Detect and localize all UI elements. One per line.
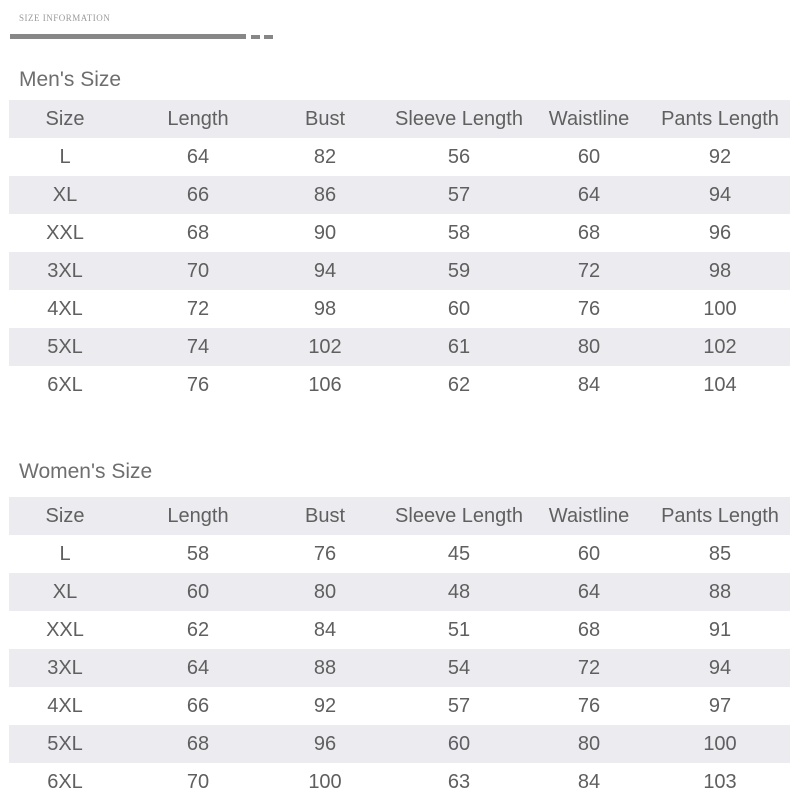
table-row <box>9 366 790 404</box>
column-header-sleeve-length: Sleeve Length <box>395 505 523 527</box>
cell-sleeve-length: 57 <box>447 184 471 206</box>
cell-length: 60 <box>186 581 210 603</box>
cell-waistline: 84 <box>577 374 601 396</box>
table-row <box>9 328 790 366</box>
cell-bust: 88 <box>313 657 337 679</box>
cell-sleeve-length: 63 <box>447 771 471 793</box>
cell-bust: 84 <box>313 619 337 641</box>
table-row <box>9 573 790 611</box>
cell-length: 68 <box>186 733 210 755</box>
cell-bust: 100 <box>308 771 342 793</box>
cell-sleeve-length: 56 <box>447 146 471 168</box>
cell-pants-length: 100 <box>703 733 737 755</box>
cell-bust: 82 <box>313 146 337 168</box>
womens-size-title: Women's Size <box>19 460 153 483</box>
womens-size-table <box>9 497 790 801</box>
cell-bust: 90 <box>313 222 337 244</box>
cell-pants-length: 103 <box>703 771 737 793</box>
cell-pants-length: 94 <box>708 184 732 206</box>
column-header-length: Length <box>167 108 229 130</box>
table-row <box>9 214 790 252</box>
cell-length: 62 <box>186 619 210 641</box>
cell-waistline: 76 <box>577 298 601 320</box>
table-row <box>9 687 790 725</box>
cell-size: XXL <box>46 222 84 244</box>
table-row <box>9 290 790 328</box>
cell-pants-length: 96 <box>708 222 732 244</box>
column-header-bust: Bust <box>304 505 346 527</box>
cell-waistline: 64 <box>577 184 601 206</box>
cell-sleeve-length: 59 <box>447 260 471 282</box>
column-header-waistline: Waistline <box>548 108 630 130</box>
cell-sleeve-length: 60 <box>447 733 471 755</box>
cell-size: 3XL <box>47 657 83 679</box>
size-information-heading: SIZE INFORMATION <box>19 13 111 23</box>
cell-size: 4XL <box>47 695 83 717</box>
column-header-size: Size <box>45 505 85 527</box>
table-row <box>9 611 790 649</box>
cell-bust: 80 <box>313 581 337 603</box>
cell-length: 66 <box>186 695 210 717</box>
cell-size: 5XL <box>47 336 83 358</box>
cell-pants-length: 92 <box>708 146 732 168</box>
cell-bust: 92 <box>313 695 337 717</box>
cell-sleeve-length: 61 <box>447 336 471 358</box>
cell-sleeve-length: 54 <box>447 657 471 679</box>
table-header-row <box>9 497 790 535</box>
cell-size: L <box>59 543 71 565</box>
cell-size: 3XL <box>47 260 83 282</box>
cell-length: 72 <box>186 298 210 320</box>
cell-waistline: 80 <box>577 733 601 755</box>
cell-bust: 86 <box>313 184 337 206</box>
cell-pants-length: 91 <box>708 619 732 641</box>
cell-pants-length: 98 <box>708 260 732 282</box>
header-divider <box>10 34 246 39</box>
cell-sleeve-length: 58 <box>447 222 471 244</box>
cell-bust: 76 <box>313 543 337 565</box>
table-row <box>9 176 790 214</box>
table-header-row <box>9 100 790 138</box>
column-header-length: Length <box>167 505 229 527</box>
cell-size: XL <box>52 581 78 603</box>
cell-size: XXL <box>46 619 84 641</box>
cell-length: 64 <box>186 146 210 168</box>
cell-length: 66 <box>186 184 210 206</box>
cell-bust: 96 <box>313 733 337 755</box>
table-row <box>9 138 790 176</box>
cell-waistline: 68 <box>577 619 601 641</box>
cell-size: XL <box>52 184 78 206</box>
cell-size: L <box>59 146 71 168</box>
cell-size: 5XL <box>47 733 83 755</box>
cell-waistline: 68 <box>577 222 601 244</box>
cell-waistline: 72 <box>577 260 601 282</box>
column-header-size: Size <box>45 108 85 130</box>
header-divider-dot <box>251 35 260 39</box>
table-row <box>9 725 790 763</box>
column-header-pants-length: Pants Length <box>661 505 779 527</box>
column-header-waistline: Waistline <box>548 505 630 527</box>
cell-bust: 102 <box>308 336 342 358</box>
cell-sleeve-length: 45 <box>447 543 471 565</box>
cell-pants-length: 88 <box>708 581 732 603</box>
cell-length: 70 <box>186 260 210 282</box>
column-header-bust: Bust <box>304 108 346 130</box>
cell-pants-length: 85 <box>708 543 732 565</box>
table-row <box>9 649 790 687</box>
mens-size-title: Men's Size <box>19 68 122 91</box>
cell-waistline: 60 <box>577 146 601 168</box>
cell-sleeve-length: 48 <box>447 581 471 603</box>
cell-sleeve-length: 60 <box>447 298 471 320</box>
cell-waistline: 60 <box>577 543 601 565</box>
cell-length: 70 <box>186 771 210 793</box>
cell-waistline: 84 <box>577 771 601 793</box>
cell-pants-length: 100 <box>703 298 737 320</box>
cell-length: 58 <box>186 543 210 565</box>
cell-waistline: 64 <box>577 581 601 603</box>
mens-size-table <box>9 100 790 404</box>
cell-pants-length: 94 <box>708 657 732 679</box>
cell-pants-length: 104 <box>703 374 737 396</box>
cell-length: 74 <box>186 336 210 358</box>
cell-waistline: 76 <box>577 695 601 717</box>
column-header-sleeve-length: Sleeve Length <box>395 108 523 130</box>
cell-length: 76 <box>186 374 210 396</box>
cell-pants-length: 102 <box>703 336 737 358</box>
cell-bust: 98 <box>313 298 337 320</box>
cell-size: 6XL <box>47 771 83 793</box>
cell-waistline: 72 <box>577 657 601 679</box>
cell-waistline: 80 <box>577 336 601 358</box>
cell-sleeve-length: 51 <box>447 619 471 641</box>
cell-size: 6XL <box>47 374 83 396</box>
cell-size: 4XL <box>47 298 83 320</box>
cell-pants-length: 97 <box>708 695 732 717</box>
cell-bust: 106 <box>308 374 342 396</box>
column-header-pants-length: Pants Length <box>661 108 779 130</box>
table-row <box>9 535 790 573</box>
header-divider-dot <box>264 35 273 39</box>
table-row <box>9 763 790 801</box>
table-row <box>9 252 790 290</box>
cell-length: 68 <box>186 222 210 244</box>
cell-sleeve-length: 57 <box>447 695 471 717</box>
cell-bust: 94 <box>313 260 337 282</box>
cell-length: 64 <box>186 657 210 679</box>
cell-sleeve-length: 62 <box>447 374 471 396</box>
